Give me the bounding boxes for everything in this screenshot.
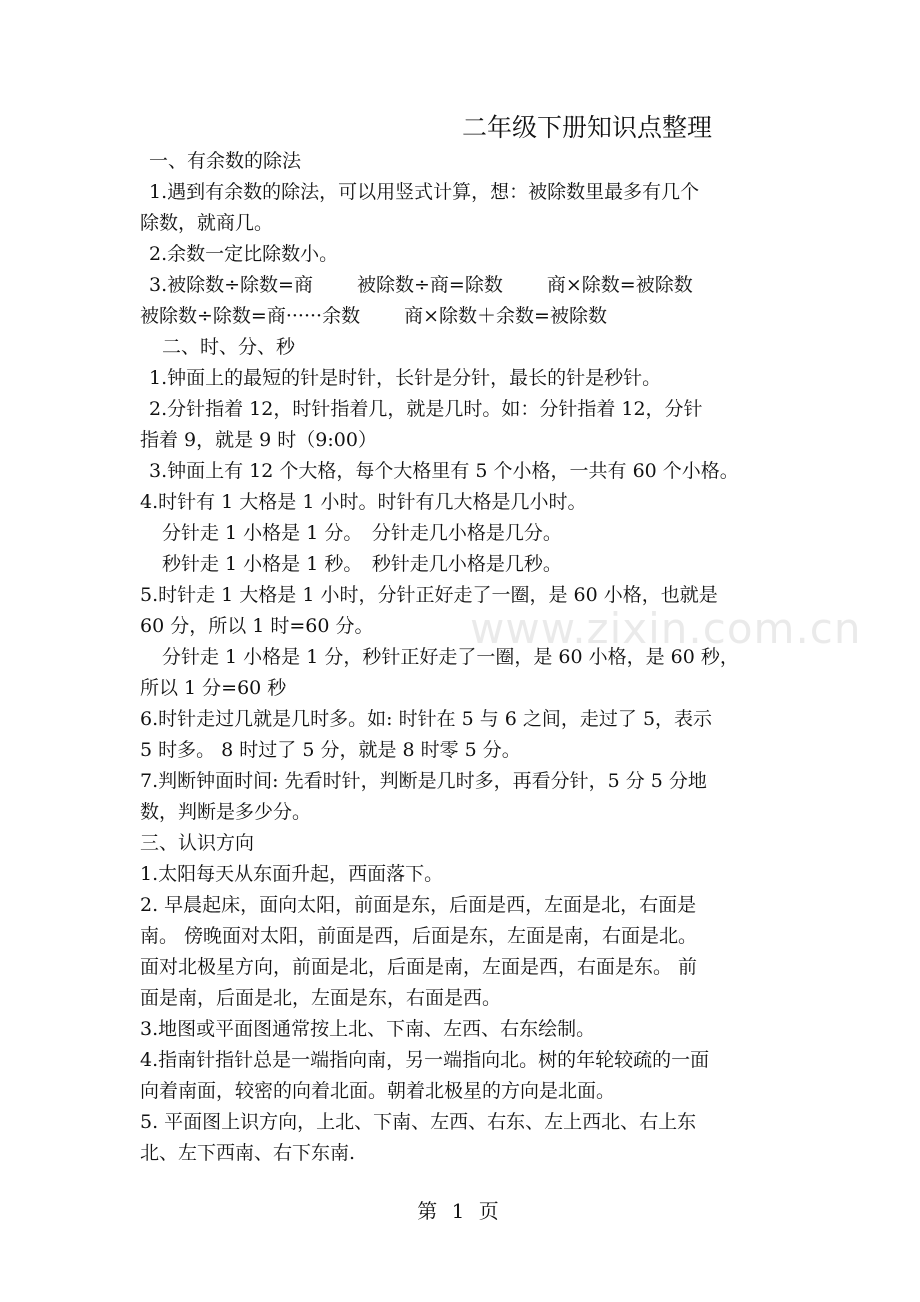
page-title: 二年级下册知识点整理	[462, 113, 713, 142]
text-line: 7.判断钟面时间: 先看时针，判断是几时多，再看分针，5 分 5 分地	[140, 770, 707, 792]
text-line: 1.钟面上的最短的针是时针，长针是分针，最长的针是秒针。	[149, 367, 662, 389]
document-body	[140, 146, 790, 1169]
page-number: 第 1 页	[417, 1199, 503, 1223]
text-line: 指着 9，就是 9 时（9:00）	[140, 429, 377, 451]
text-line: 北、左下西南、右下东南.	[140, 1142, 356, 1164]
text-line: 5.时针走 1 大格是 1 小时，分针正好走了一圈，是 60 小格，也就是	[140, 584, 718, 606]
text-line: 分针走 1 小格是 1 分。 分针走几小格是几分。	[162, 522, 562, 544]
text-line: 60 分，所以 1 时=60 分。	[140, 615, 374, 637]
text-line: 被除数÷除数=商······余数 商×除数＋余数=被除数	[140, 305, 607, 327]
text-line: 3.钟面上有 12 个大格，每个大格里有 5 个小格，一共有 60 个小格。	[149, 460, 739, 482]
section-heading-time: 二、时、分、秒	[162, 336, 296, 358]
text-line: 6.时针走过几就是几时多。如: 时针在 5 与 6 之间，走过了 5，表示	[140, 708, 713, 730]
text-line: 秒针走 1 小格是 1 秒。 秒针走几小格是几秒。	[162, 553, 562, 575]
text-line: 所以 1 分=60 秒	[140, 677, 287, 699]
section-heading-division: 一、有余数的除法	[149, 150, 302, 172]
text-line: 数，判断是多少分。	[140, 801, 312, 823]
text-line: 1.太阳每天从东面升起，西面落下。	[140, 863, 444, 885]
text-line: 5 时多。 8 时过了 5 分，就是 8 时零 5 分。	[140, 739, 521, 761]
watermark: www.zixin.com.cn	[470, 604, 862, 653]
text-line: 面是南，后面是北，左面是东，右面是西。	[140, 987, 502, 1009]
text-line: 2.余数一定比除数小。	[149, 243, 339, 265]
text-line: 3.地图或平面图通常按上北、下南、左西、右东绘制。	[140, 1018, 596, 1040]
text-line: 面对北极星方向，前面是北，后面是南，左面是西，右面是东。 前	[140, 956, 698, 978]
text-line: 2. 早晨起床，面向太阳，前面是东，后面是西，左面是北，右面是	[140, 894, 697, 916]
text-line: 分针走 1 小格是 1 分，秒针正好走了一圈，是 60 小格，是 60 秒，	[162, 646, 739, 668]
section-heading-direction: 三、认识方向	[140, 832, 255, 854]
text-line: 3.被除数÷除数=商 被除数÷商=除数 商×除数=被除数	[149, 274, 693, 296]
text-line: 4.时针有 1 大格是 1 小时。时针有几大格是几小时。	[140, 491, 587, 513]
text-line: 除数，就商几。	[140, 212, 274, 234]
text-line: 2.分针指着 12，时针指着几，就是几时。如：分针指着 12，分针	[149, 398, 703, 420]
text-line: 1.遇到有余数的除法，可以用竖式计算，想：被除数里最多有几个	[149, 181, 700, 203]
text-line: 向着南面，较密的向着北面。朝着北极星的方向是北面。	[140, 1080, 616, 1102]
text-line: 5. 平面图上识方向，上北、下南、左西、右东、左上西北、右上东	[140, 1111, 697, 1133]
text-line: 南。 傍晚面对太阳，前面是西，后面是东，左面是南，右面是北。	[140, 925, 698, 947]
text-line: 4.指南针指针总是一端指向南，另一端指向北。树的年轮较疏的一面	[140, 1049, 710, 1071]
